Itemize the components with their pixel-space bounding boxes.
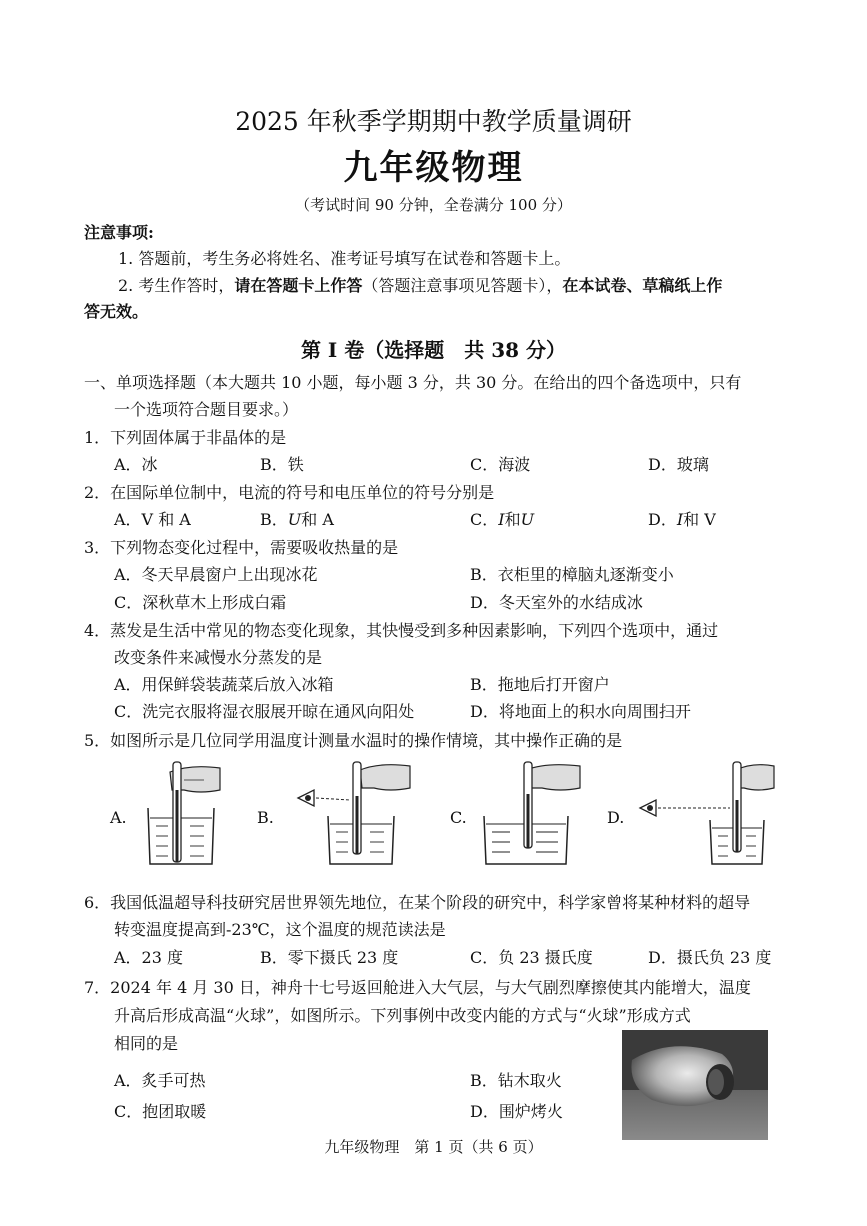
q1-option-b: B．铁 [260,455,304,474]
q7-option-d: D．围炉烤火 [470,1102,563,1121]
q3-option-c: C．深秋草木上形成白霜 [114,593,287,612]
reentry-fireball-photo [622,1030,768,1140]
exam-subject-title: 九年级物理 [343,148,524,188]
note-2-bold-d: 在本试卷、草稿纸上作 [562,276,723,295]
q5-option-c-label: C. [450,808,467,827]
q5-option-b-label: B. [257,808,274,827]
q1-option-a: A．冰 [114,455,158,474]
q4-option-b: B．拖地后打开窗户 [470,675,610,694]
q2-d-rest: 和 V [683,510,716,529]
section-title: 第 I 卷（选择题 共 38 分） [300,338,567,362]
thermometer-figure-b [290,760,440,870]
q1-option-c: C．海波 [470,455,531,474]
q2-b-rest: 和 A [301,510,334,529]
q1-option-d: D．玻璃 [648,455,709,474]
q7-option-c: C．抱团取暖 [114,1102,207,1121]
question-7-stem-end: 相同的是 [114,1034,179,1053]
note-2-continued: 答无效。 [84,302,149,321]
q4-option-a: A．用保鲜袋装蔬菜后放入冰箱 [114,675,334,694]
question-7-stem-continued: 升高后形成高温“火球”，如图所示。下列事例中改变内能的方式与“火球”形成方式 [114,1006,691,1025]
q2-c-symbol-1: I [498,510,505,529]
question-6-stem: 6．我国低温超导科技研究居世界领先地位，在某个阶段的研究中，科学家曾将某种材料的超导 [84,893,751,912]
question-6-stem-continued: 转变温度提高到-23℃，这个温度的规范读法是 [114,920,446,939]
question-4-stem-continued: 改变条件来减慢水分蒸发的是 [114,648,323,667]
q3-option-a: A．冬天早晨窗户上出现冰花 [114,565,318,584]
part-instructions: 一、单项选择题（本大题共 10 小题，每小题 3 分，共 30 分。在给出的四个备选项中，只有 [84,373,742,392]
question-1-stem: 1．下列固体属于非晶体的是 [84,428,287,447]
exam-time-info: （考试时间 90 分钟，全卷满分 100 分） [295,196,572,214]
q2-c-mid: 和 [504,510,521,529]
thermometer-figure-c [480,760,600,870]
q3-option-d: D．冬天室外的水结成冰 [470,593,643,612]
note-1: 1. 答题前，考生务必将姓名、准考证号填写在试卷和答题卡上。 [118,249,571,268]
note-2-part-c: （答题注意事项见答题卡）， [362,276,563,295]
exam-header-line1: 2025 年秋季学期期中教学质量调研 [235,107,632,136]
q5-option-a-label: A. [110,808,127,827]
question-2-stem: 2．在国际单位制中，电流的符号和电压单位的符号分别是 [84,483,495,502]
q2-b-symbol: U [287,510,302,529]
thermometer-figure-d [630,760,780,870]
q6-option-a: A．23 度 [114,948,184,967]
q2-c-symbol-2: U [520,510,535,529]
question-5-stem: 5．如图所示是几位同学用温度计测量水温时的操作情境，其中操作正确的是 [84,731,623,750]
q2-option-a: A．V 和 A [114,510,191,529]
note-2-part-a: 2. 考生作答时， [118,276,235,295]
q6-option-c: C．负 23 摄氏度 [470,948,593,967]
q2-c-label: C． [470,510,499,529]
q6-option-b: B．零下摄氏 23 度 [260,948,399,967]
q7-option-b: B．钻木取火 [470,1071,562,1090]
q4-option-d: D．将地面上的积水向周围扫开 [470,702,691,721]
q5-option-d-label: D. [607,808,625,827]
question-7-stem: 7．2024 年 4 月 30 日，神舟十七号返回舱进入大气层，与大气剧烈摩擦使其内能增大，温度 [84,978,751,997]
q4-option-c: C．洗完衣服将湿衣服展开晾在通风向阳处 [114,702,415,721]
note-2-bold-a: 请在答题卡上作答 [234,276,363,295]
question-3-stem: 3．下列物态变化过程中，需要吸收热量的是 [84,538,399,557]
thermometer-figure-a [140,760,240,870]
page-footer: 九年级物理 第 1 页（共 6 页） [324,1138,543,1156]
note-2 [118,273,722,296]
notes-heading: 注意事项: [84,223,154,242]
q2-option-b [260,507,334,530]
q2-option-d [648,507,716,530]
part-instructions-continued: 一个选项符合题目要求。） [114,400,299,419]
question-4-stem: 4．蒸发是生活中常见的物态变化现象，其快慢受到多种因素影响，下列四个选项中，通过 [84,621,719,640]
q2-b-label: B． [260,510,288,529]
q2-d-label: D． [648,510,677,529]
q6-option-d: D．摄氏负 23 度 [648,948,772,967]
q3-option-b: B．衣柜里的樟脑丸逐渐变小 [470,565,674,584]
q2-option-c [470,507,534,530]
q7-option-a: A．炙手可热 [114,1071,206,1090]
q2-d-symbol: I [676,510,684,529]
